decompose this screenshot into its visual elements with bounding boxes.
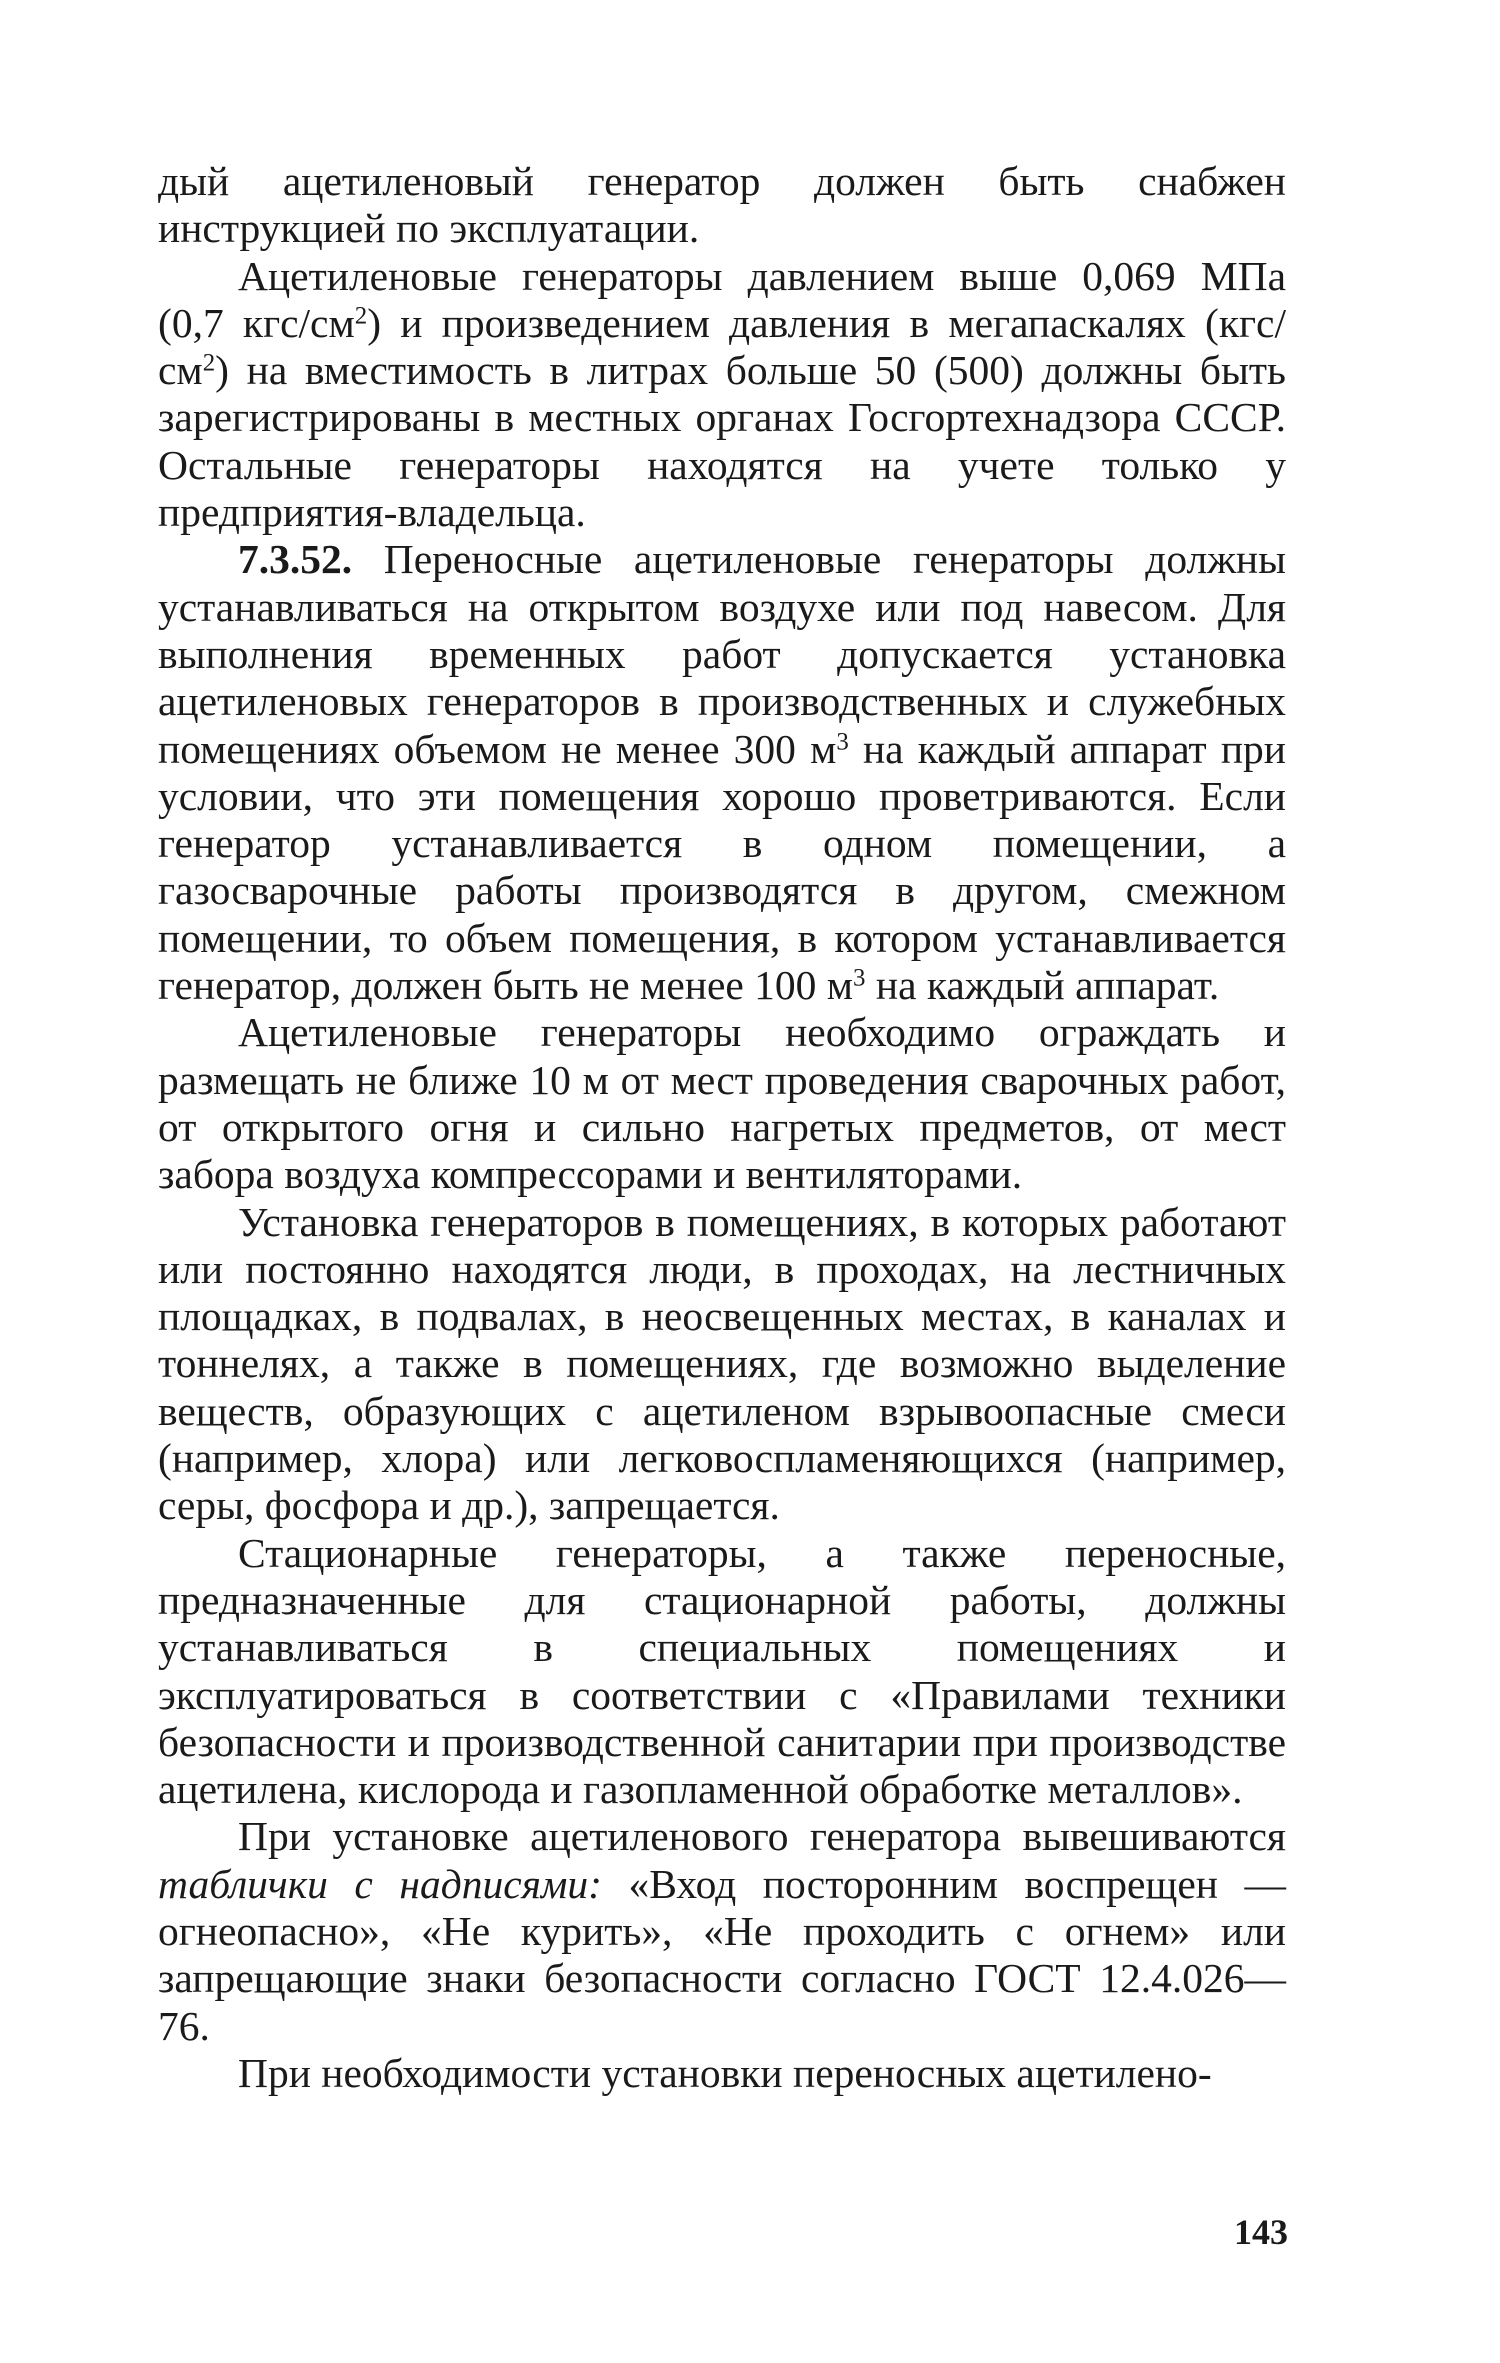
paragraph-2 (158, 253, 1286, 537)
paragraph-3-text-a: Переносные ацетиленовые генераторы должны устанавливаться на открытом воздухе или под навесом. Для выполнения временных работ допускается установка ацетиленовых генераторов в производственных и служебных помещениях объемом не менее 300 м (158, 536, 1286, 772)
page-number: 143 (1234, 2212, 1288, 2252)
paragraph-4: Ацетиленовые генераторы необходимо ограждать и размещать не ближе 10 м от мест проведения сварочных работ, от открытого огня и сильно нагретых предметов, от мест забора воздуха компрессорами и вентиляторами. (158, 1009, 1286, 1198)
paragraph-3-text-b: на каждый аппарат при условии, что эти помещения хорошо проветриваются. Если генератор устанавливается в одном помещении, а газосварочные работы производятся в другом, смежном помещении, то объем помещения, в котором устанавливается генератор, должен быть не менее 100 м (158, 725, 1287, 1009)
paragraph-2-text-a: Ацетиленовые генераторы давлением выше 0,069 МПа (0,7 кгс/см (158, 252, 1286, 346)
superscript: 3 (836, 727, 849, 755)
superscript: 3 (853, 964, 866, 992)
superscript: 2 (354, 302, 368, 330)
paragraph-6: Стационарные генераторы, а также переносные, предназначенные для стационарной работы, должны устанавливаться в специальных помещениях и эксплуатироваться в соответствии с «Правилами техники безопасности и производственной санитарии при производстве ацетилена, кислорода и газопламенной обработке металлов». (158, 1529, 1286, 1813)
paragraph-3-text-c: на каждый аппарат. (865, 962, 1220, 1009)
section-number: 7.3.52. (238, 536, 353, 583)
paragraph-7-text-a: При установке ацетиленового генератора вывешиваются (238, 1813, 1286, 1860)
paragraph-7-text-b: «Вход посторонним воспрещен — огнеопасно», «Не курить», «Не проходить с огнем» или запрещающие знаки безопасности согласно ГОСТ 12.4.026—76. (158, 1860, 1287, 2049)
superscript: 2 (202, 349, 216, 377)
paragraph-5: Установка генераторов в помещениях, в которых работают или постоянно находятся люди, в проходах, на лестничных площадках, в подвалах, в неосвещенных местах, в каналах и тоннелях, а также в помещениях, где возможно выделение веществ, образующих с ацетиленом взрывоопасные смеси (например, хлора) или легковоспламеняющихся (например, серы, фосфора и др.), запрещается. (158, 1198, 1286, 1529)
paragraph-2-text-c: ) на вместимость в литрах больше 50 (500) должны быть зарегистрированы в местных органах Госгортехнадзора СССР. Остальные генераторы находятся на учете только у предприятия-владельца. (158, 347, 1286, 536)
body-text (158, 158, 1286, 2097)
paragraph-1: дый ацетиленовый генератор должен быть снабжен инструкцией по эксплуатации. (158, 158, 1286, 252)
paragraph-7-italic: таблички с надписями: (158, 1860, 602, 1907)
paragraph-8: При необходимости установки переносных ацетилено- (238, 2049, 1212, 2096)
paragraph-3 (158, 536, 1286, 1009)
paragraph-7 (158, 1813, 1286, 2049)
paragraph-2-text-b: ) и произведением давления в мегапаскалях (кгс/см (158, 299, 1286, 394)
